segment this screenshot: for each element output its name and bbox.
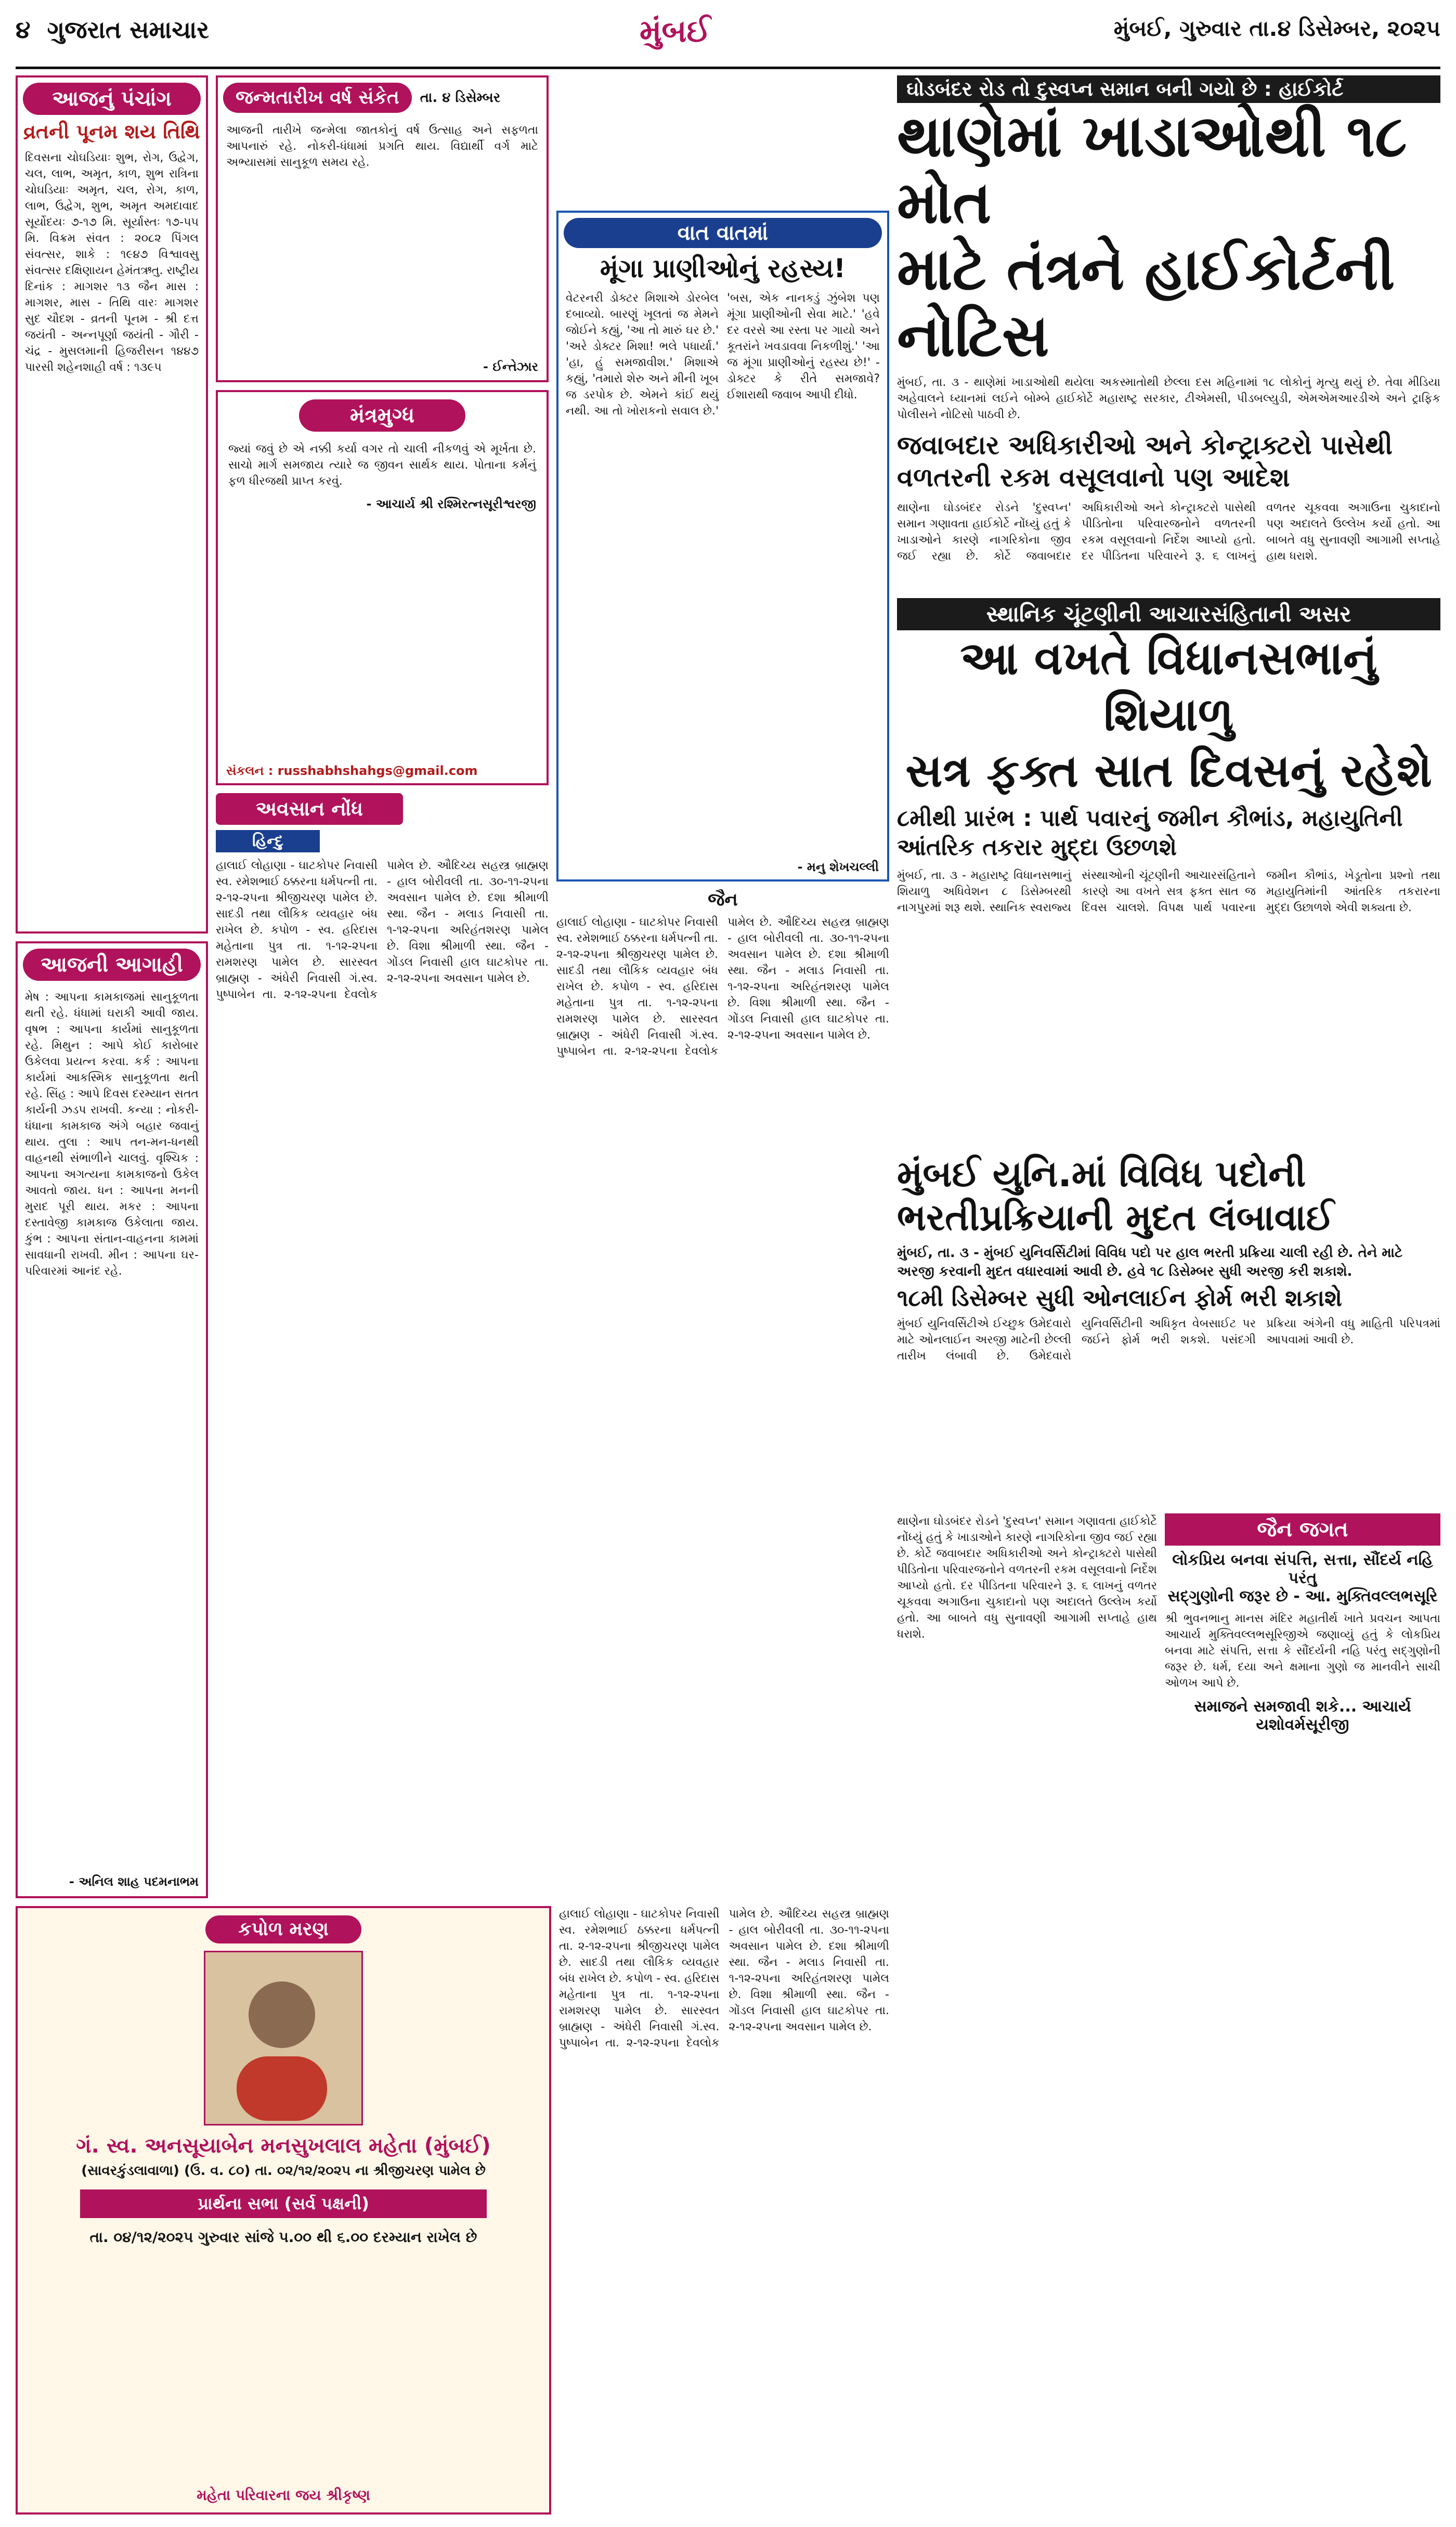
lead-intro: મુંબઈ, તા. ૩ - થાણેમાં ખાડાઓથી થયેલા અકસ્માતોથી છેલ્લા દસ મહિનામાં ૧૮ લોકોનું મૃત્યુ થયું છે. તેવા મીડિયા અહેવાલને ધ્યાનમાં લઈને બોમ્બે હાઈકોર્ટે મહારાષ્ટ્ર સરકાર, ટીએમસી, પીડબલ્યુડી, એમએમઆરડીએ અને ટ્રાફિક પોલીસને નોટિસો પાઠવી છે. — [897, 376, 1440, 421]
janma-box — [216, 75, 549, 382]
session-story — [897, 598, 1440, 1149]
university-story — [897, 1152, 1440, 1506]
lower-mid-body: હાલાઈ લોહાણા - ઘાટકોપર નિવાસી સ્વ. રમેશભાઈ ઠક્કરના ધર્મપત્ની તા. ૨-૧૨-૨૫ના શ્રીજીચરણ પામેલ છે. સાદડી તથા લૌકિક વ્યવહાર બંધ રાખેલ છે. કપોળ - સ્વ. હરિદાસ મહેતાના પુત્ર તા. ૧-૧૨-૨૫ના રામશરણ પામેલ છે. સારસ્વત બ્રાહ્મણ - અંધેરી નિવાસી ગં.સ્વ. પુષ્પાબેન તા. ૨-૧૨-૨૫ના દેવલોક પામેલ છે. ઔદિચ્ય સહસ્ત્ર બ્રાહ્મણ - હાલ બોરીવલી તા. ૩૦-૧૧-૨૫ના અવસાન પામેલ છે. દશા શ્રીમાળી સ્થા. જૈન - મલાડ નિવાસી તા. ૧-૧૨-૨૫ના અરિહંતશરણ પામેલ છે. વિશા શ્રીમાળી સ્થા. જૈન - ગોંડલ નિવાસી હાલ ઘાટકોપર તા. ૨-૧૨-૨૫ના અવસાન પામેલ છે. — [559, 1908, 889, 2050]
avsan-sub: હિન્દુ — [216, 830, 320, 852]
kapol-heading: કપોળ મરણ — [205, 1915, 361, 1943]
jain-jagat — [1165, 1513, 1440, 2117]
janma-date: તા. ૪ ડિસેમ્બર — [420, 89, 501, 106]
lead-body: થાણેના ઘોડબંદર રોડને 'દુસ્વપ્ન' સમાન ગણાવતા હાઈકોર્ટે નોંધ્યું હતું કે ખાડાઓને કારણે નાગરિકોના જીવ જઈ રહ્યા છે. કોર્ટે જવાબદાર અધિકારીઓ અને કોન્ટ્રાક્ટરો પાસેથી પીડિતોના પરિવારજનોને વળતરની રકમ વસૂલવાનો નિર્દેશ આપ્યો હતો. દર પીડિતના પરિવારને રૂ. ૬ લાખનું વળતર ચૂકવવા અગાઉના ચુકાદાનો પણ અદાલતે ઉલ્લેખ કર્યો હતો. આ બાબતે વધુ સુનાવણી આગામી સપ્તાહે હાથ ધરાશે. — [897, 501, 1440, 563]
aagahi-author: - અનિલ શાહ પદમનાભમ — [69, 1874, 199, 1889]
jain-label: જૈન — [708, 889, 738, 910]
aagahi-body: મેષ : આપના કામકાજમાં સાનુકૂળતા થતી રહે. ધંધામાં ઘરાકી આવી જાય. વૃષભ : આપના કાર્યમાં સાનુકૂળતા રહે. મિથુન : આપે કોઈ કારોબાર ઉકેલવા પ્રયત્ન કરવા. કર્ક : આપના કાર્યમાં આકસ્મિક સાનુકૂળતા થતી રહે. સિંહ : આપે દિવસ દરમ્યાન સતત કાર્યની ઝડપ રાખવી. કન્યા : નોકરી-ધંધાના કામકાજ અંગે બહાર જવાનું થાય. તુલા : આપ તન-મન-ધનથી વાહનથી સંભાળીને ચાલવું. વૃશ્ચિક : આપના અગત્યના કામકાજનો ઉકેલ આવતો જાય. ધન : આપના મનની મુરાદ પૂરી થાય. મકર : આપના દસ્તાવેજી કામકાજ ઉકેલાતા જાય. કુંભ : આપના સંતાન-વાહનના કામમાં સાવધાની રાખવી. મીન : આપના ઘર-પરિવારમાં આનંદ રહે. — [25, 991, 199, 1278]
portrait-photo — [204, 1951, 363, 2126]
kapol-name: ગં. સ્વ. અનસૂયાબેન મનસુખલાલ મહેતા (મુંબઈ) — [76, 2134, 491, 2158]
lower-text-column — [897, 1513, 1157, 2522]
session-headline-2: સત્ર ફક્ત સાત દિવસનું રહેશે — [905, 744, 1432, 797]
session-body: મુંબઈ, તા. ૩ - મહારાષ્ટ્ર વિધાનસભાનું શિયાળુ અધિવેશન ૮ ડિસેમ્બરથી નાગપુરમાં શરૂ થશે. સ્થાનિક સ્વરાજ્ય સંસ્થાઓની ચૂંટણીની આચારસંહિતાને કારણે આ વખતે સત્ર ફક્ત સાત જ દિવસ ચાલશે. વિપક્ષ પાર્થ પવારના જમીન કૌભાંડ, ખેડૂતોના પ્રશ્નો તથા મહાયુતિમાંની આંતરિક તકરારના મુદ્દા ઉછાળશે એવી શક્યતા છે. — [897, 869, 1440, 914]
dateline: મુંબઈ, ગુરુવાર તા.૪ ડિસેમ્બર, ૨૦૨૫ — [1113, 16, 1440, 41]
mantra-box — [216, 390, 549, 785]
vaat-title: મૂંગા પ્રાણીઓનું રહસ્ય! — [600, 253, 846, 283]
jain-jagat-quote: સમાજને સમજાવી શકે... આચાર્ય યશોવર્મસૂરીજી — [1194, 1697, 1411, 1734]
portrait-icon — [205, 1952, 358, 2121]
jain-jagat-heading: જૈન જગત — [1165, 1513, 1440, 1546]
avsan-jain-column — [556, 889, 889, 1898]
avsan-body: હાલાઈ લોહાણા - ઘાટકોપર નિવાસી સ્વ. રમેશભાઈ ઠક્કરના ધર્મપત્ની તા. ૨-૧૨-૨૫ના શ્રીજીચરણ પામેલ છે. સાદડી તથા લૌકિક વ્યવહાર બંધ રાખેલ છે. કપોળ - સ્વ. હરિદાસ મહેતાના પુત્ર તા. ૧-૧૨-૨૫ના રામશરણ પામેલ છે. સારસ્વત બ્રાહ્મણ - અંધેરી નિવાસી ગં.સ્વ. પુષ્પાબેન તા. ૨-૧૨-૨૫ના દેવલોક પામેલ છે. ઔદિચ્ય સહસ્ત્ર બ્રાહ્મણ - હાલ બોરીવલી તા. ૩૦-૧૧-૨૫ના અવસાન પામેલ છે. દશા શ્રીમાળી સ્થા. જૈન - મલાડ નિવાસી તા. ૧-૧૨-૨૫ના અરિહંતશરણ પામેલ છે. વિશા શ્રીમાળી સ્થા. જૈન - ગોંડલ નિવાસી હાલ ઘાટકોપર તા. ૨-૧૨-૨૫ના અવસાન પામેલ છે. — [216, 859, 549, 1001]
kapol-prayer: પ્રાર્થના સભા (સર્વ પક્ષની) — [80, 2189, 487, 2218]
masthead — [16, 10, 1440, 68]
lower-text-body: થાણેના ઘોડબંદર રોડને 'દુસ્વપ્ન' સમાન ગણાવતા હાઈકોર્ટે નોંધ્યું હતું કે ખાડાઓને કારણે નાગરિકોના જીવ જઈ રહ્યા છે. કોર્ટે જવાબદાર અધિકારીઓ અને કોન્ટ્રાક્ટરો પાસેથી પીડિતોના પરિવારજનોને વળતરની રકમ વસૂલવાનો નિર્દેશ આપ્યો હતો. દર પીડિતના પરિવારને રૂ. ૬ લાખનું વળતર ચૂકવવા અગાઉના ચુકાદાનો પણ અદાલતે ઉલ્લેખ કર્યો હતો. આ બાબતે વધુ સુનાવણી આગામી સપ્તાહે હાથ ધરાશે. — [897, 1515, 1157, 1641]
janma-signoff: - ઈન્તેઝાર — [483, 359, 538, 374]
vaat-author: - મનુ શેખચલ્લી — [797, 860, 879, 874]
avsan-box — [216, 793, 549, 1898]
univ-headline-1: મુંબઈ યુનિ.માં વિવિધ પદોની — [897, 1152, 1306, 1195]
vaat-body: વેટરનરી ડોક્ટર મિશાએ ડોરબેલ દબાવ્યો. બારણું ખૂલતાં જ મેમને જોઈને કહ્યું, 'આ તો મારું ઘર છે.' 'અરે ડોક્ટર મિશા! ભલે પધાર્યા.' 'હા, હું સમજાવીશ.' મિશાએ કહ્યું, 'તમારો શેરુ અને મીની ખૂબ જ ડરપોક છે. એમને કાંઈ થયું નથી. આ તો ખોરાકનો સવાલ છે.' 'બસ, એક નાનકડું ઝુંબેશ પણ મૂંગા પ્રાણીઓની સેવા માટે.' 'હવે દર વરસે આ રસ્તા પર ગાયો અને કૂતરાંને ખવડાવવા નિકળીશું.' 'આ જ મૂંગા પ્રાણીઓનું રહસ્ય છે!' - ડોક્ટર કે રીતે સમજાવે? ઈશારાથી જવાબ આપી દીધો. — [566, 292, 880, 418]
kapol-footer: મહેતા પરિવારના જય શ્રીકૃષ્ણ — [197, 2486, 370, 2504]
kapol-details: (સાવરકુંડલાવાળા) (ઉ. વ. ૮૦) તા. ૦૨/૧૨/૨૦૨૫ ના શ્રીજીચરણ પામેલ છે — [81, 2163, 486, 2179]
jain-jagat-title-2: સદ્ગુણોની જરૂર છે - આ. મુક્તિવલ્લભસૂરિ — [1167, 1587, 1438, 1605]
jain-jagat-title-1: લોકપ્રિય બનવા સંપત્તિ, સત્તા, સૌંદર્ય નહિ પરંતુ — [1172, 1551, 1433, 1587]
univ-intro: મુંબઈ, તા. ૩ - મુંબઈ યુનિવર્સિટીમાં વિવિધ પદો પર હાલ ભરતી પ્રક્રિયા ચાલી રહી છે. તેને માટે અરજી કરવાની મુદત વધારવામાં આવી છે. હવે ૧૮ ડિસેમ્બર સુધી અરજી કરી શકાશે. — [897, 1245, 1403, 1279]
lead-story — [897, 75, 1440, 595]
lead-headline-1: થાણેમાં ખાડાઓથી ૧૮ મોત — [897, 102, 1407, 237]
mantra-attribution: - આચાર્ય શ્રી રશ્મિરત્નસૂરીશ્વરજી — [366, 497, 536, 511]
jain-jagat-body: શ્રી ભુવનભાનુ માનસ મંદિર મહાતીર્થ ખાતે પ્રવચન આપતા આચાર્ય મુક્તિવલ્લભસૂરિજીએ જણાવ્યું હતું કે લોકપ્રિય બનવા માટે સંપત્તિ, સત્તા કે સૌંદર્યની નહિ પરંતુ સદ્ગુણોની જરૂર છે. ધર્મ, દયા અને ક્ષમાના ગુણો જ માનવીને સાચી ઓળખ આપે છે. — [1165, 1612, 1440, 1690]
aagahi-heading: આજની આગાહી — [23, 949, 201, 981]
session-headline-1: આ વખતે વિધાનસભાનું શિયાળુ — [960, 631, 1377, 741]
panchang-title: વ્રતની પૂનમ શય તિથિ — [23, 120, 200, 143]
univ-headline-2: ભરતીપ્રક્રિયાની મુદત લંબાવાઈ — [897, 1196, 1334, 1239]
mantra-body: જ્યાં જવું છે એ નક્કી કર્યા વગર તો ચાલી નીકળવું એ મૂર્ખતા છે. સાચો માર્ગ સમજાય ત્યારે જ જીવન સાર્થક થાય. પોતાના કર્મનું ફળ ધીરજથી પ્રાપ્ત કરવું. — [228, 443, 536, 488]
lead-subhead: જવાબદાર અધિકારીઓ અને કોન્ટ્રાક્ટરો પાસેથી વળતરની રકમ વસૂલવાનો પણ આદેશ — [897, 430, 1393, 493]
lead-headline-2: માટે તંત્રને હાઈકોર્ટની નોટિસ — [897, 236, 1395, 370]
kapol-prayer-time: તા. ૦૪/૧૨/૨૦૨૫ ગુરુવાર સાંજે ૫.૦૦ થી ૬.૦૦ દરમ્યાન રાખેલ છે — [89, 2228, 477, 2246]
kapol-obituary — [16, 1906, 551, 2515]
paper-name: ગુજરાત સમાચાર — [47, 16, 210, 44]
aagahi-box — [16, 941, 208, 1898]
mantra-contact: સંકલન : russhabhshahgs@gmail.com — [226, 763, 478, 778]
univ-body: મુંબઈ યુનિવર્સિટીએ ઈચ્છુક ઉમેદવારો માટે ઓનલાઈન અરજી માટેની છેલ્લી તારીખ લંબાવી છે. ઉમેદવારો યુનિવર્સિટીની અધિકૃત વેબસાઈટ પર જઈને ફોર્મ ભરી શકશે. પસંદગી પ્રક્રિયા અંગેની વધુ માહિતી પરિપત્રમાં આપવામાં આવી છે. — [897, 1317, 1440, 1363]
panchang-box — [16, 75, 208, 934]
panchang-heading: આજનું પંચાંગ — [23, 83, 201, 115]
session-kicker: સ્થાનિક ચૂંટણીની આચારસંહિતાની અસર — [897, 598, 1440, 630]
page-number: ૪ ગુજરાત સમાચાર — [16, 16, 210, 44]
city-label: મુંબઈ — [640, 13, 711, 49]
panchang-body: દિવસના ચોઘડિયાઃ શુભ, રોગ, ઉદ્વેગ, ચલ, લાભ, અમૃત, કાળ, શુભ રાત્રિના ચોઘડિયાઃ અમૃત, ચલ, રોગ, કાળ, લાભ, ઉદ્વેગ, શુભ, અમૃત અમદાવાદ સૂર્યોદયઃ ૭-૧૭ મિ. સૂર્યાસ્તઃ ૧૭-૫૫ મિ. વિક્રમ સંવત : ૨૦૮૨ પિંગલ સંવત્સર, શાકે : ૧૯૪૭ વિશ્વાવસુ સંવત્સર દક્ષિણાયન હેમંતઋતુ. રાષ્ટ્રીય દિનાંક : માગશર ૧૩ જૈન માસ : માગશર, માસ - તિથિ વારઃ માગશર સુદ ચૌદશ - વ્રતની પૂનમ - શ્રી દત્ત જયંતી - અન્નપૂર્ણા જયંતી - ગૌરી - ચંદ્ર - મુસલમાની હિજરીસન ૧૪૪૭ પારસી શહેનશાહી વર્ષ : ૧૩૯૫ — [25, 151, 199, 374]
session-subhead: ૮મીથી પ્રારંભ : પાર્થ પવારનું જમીન કૌભાંડ, મહાયુતિની આંતરિક તકરાર મુદ્દા ઉછળશે — [897, 805, 1403, 861]
lower-mid-column — [559, 1906, 889, 2515]
lead-kicker: ઘોડબંદર રોડ તો દુસ્વપ્ન સમાન બની ગયો છે : હાઈકોર્ટ — [897, 75, 1440, 103]
janma-body: આજની તારીખે જન્મેલા જાતકોનું વર્ષ ઉત્સાહ અને સફળતા આપનારું રહે. નોકરી-ધંધામાં પ્રગતિ થાય. વિદ્યાર્થી વર્ગ માટે અભ્યાસમાં સાનુકૂળ સમય રહે. — [226, 124, 538, 169]
avsan-heading: અવસાન નોંધ — [216, 793, 403, 825]
avsan-body-cont: હાલાઈ લોહાણા - ઘાટકોપર નિવાસી સ્વ. રમેશભાઈ ઠક્કરના ધર્મપત્ની તા. ૨-૧૨-૨૫ના શ્રીજીચરણ પામેલ છે. સાદડી તથા લૌકિક વ્યવહાર બંધ રાખેલ છે. કપોળ - સ્વ. હરિદાસ મહેતાના પુત્ર તા. ૧-૧૨-૨૫ના રામશરણ પામેલ છે. સારસ્વત બ્રાહ્મણ - અંધેરી નિવાસી ગં.સ્વ. પુષ્પાબેન તા. ૨-૧૨-૨૫ના દેવલોક પામેલ છે. ઔદિચ્ય સહસ્ત્ર બ્રાહ્મણ - હાલ બોરીવલી તા. ૩૦-૧૧-૨૫ના અવસાન પામેલ છે. દશા શ્રીમાળી સ્થા. જૈન - મલાડ નિવાસી તા. ૧-૧૨-૨૫ના અરિહંતશરણ પામેલ છે. વિશા શ્રીમાળી સ્થા. જૈન - ગોંડલ નિવાસી હાલ ઘાટકોપર તા. ૨-૧૨-૨૫ના અવસાન પામેલ છે. — [556, 916, 889, 1058]
univ-subhead: ૧૮મી ડિસેમ્બર સુધી ઓનલાઈન ફોર્મ ભરી શકાશે — [897, 1285, 1342, 1312]
vaat-heading: વાત વાતમાં — [564, 218, 882, 248]
vaat-box — [556, 211, 889, 882]
mantra-heading: મંત્રમુગ્ધ — [299, 399, 465, 432]
janma-heading: જન્મતારીખ વર્ષ સંકેત — [223, 83, 412, 113]
